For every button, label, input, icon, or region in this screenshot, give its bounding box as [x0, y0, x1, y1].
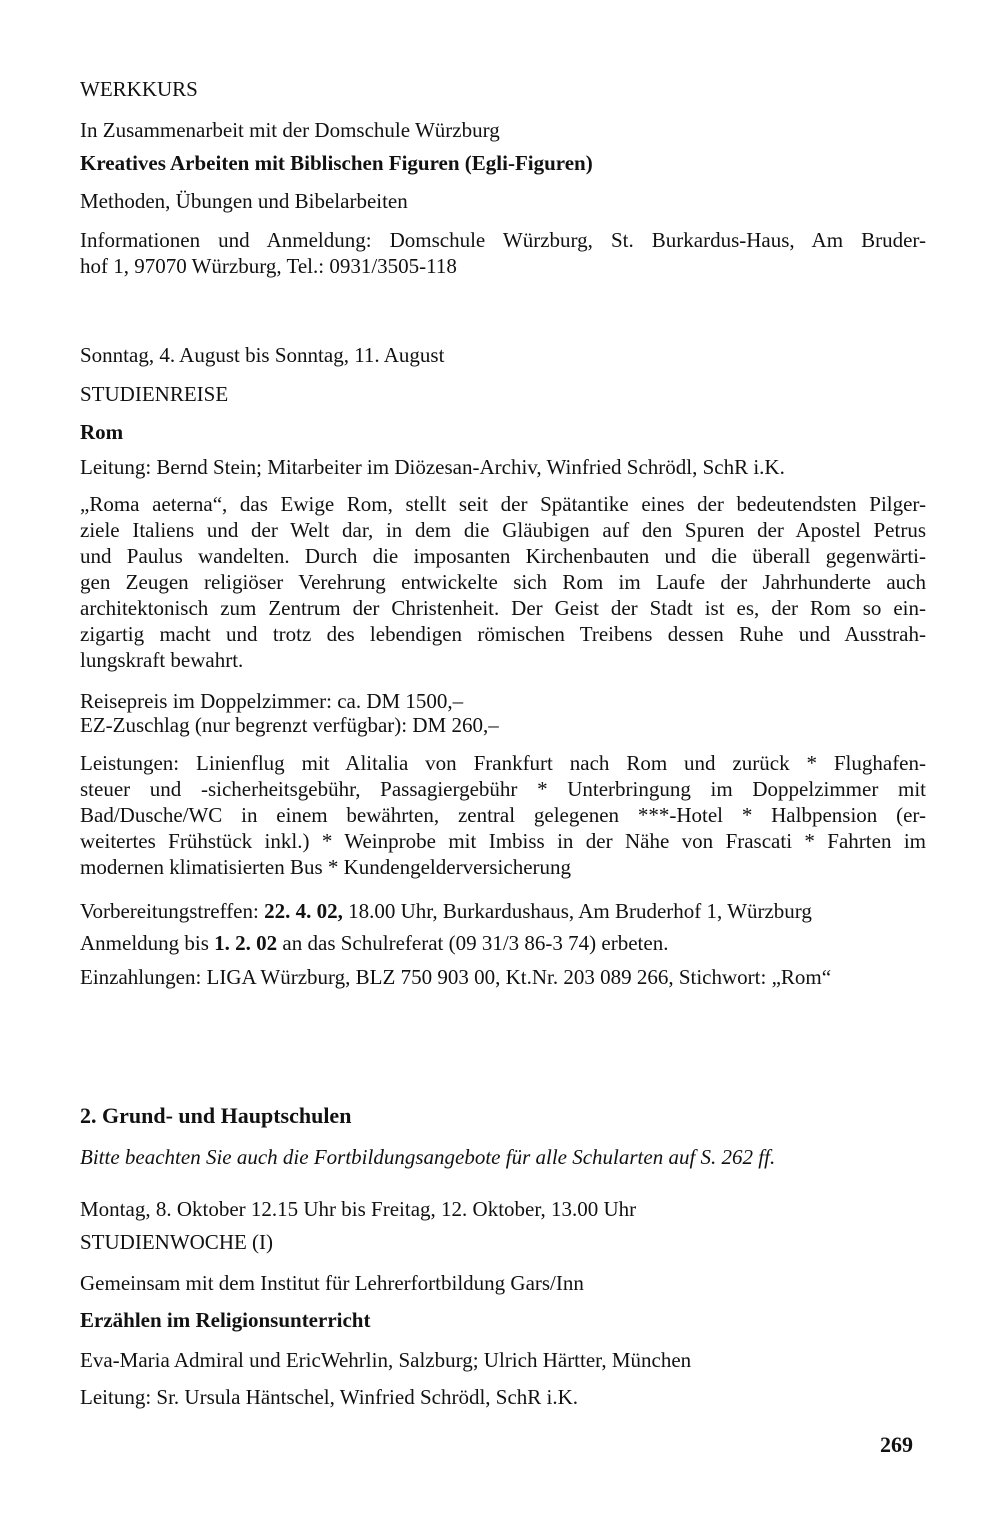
description-line: ziele Italiens und der Welt dar, in dem die Gläubigen auf den Spuren der Apostel Petrus: [80, 518, 926, 542]
studienreise-title: Rom: [80, 420, 124, 444]
description-line: zigartig macht und trotz des lebendigen römischen Treibens dessen Ruhe und Ausstrah-: [80, 622, 926, 646]
leistungen-line: steuer und -sicherheitsgebühr, Passagiergebühr * Unterbringung im Doppelzimmer mit: [80, 777, 926, 801]
werkkurs-cooperation: In Zusammenarbeit mit der Domschule Würzburg: [80, 118, 500, 142]
leistungen-line: modernen klimatisierten Bus * Kundengelderversicherung: [80, 855, 572, 879]
leistungen-line: weitertes Frühstück inkl.) * Weinprobe mit Imbiss in der Nähe von Frascati * Fahrten im: [80, 829, 926, 853]
studienwoche-date: Montag, 8. Oktober 12.15 Uhr bis Freitag, 12. Oktober, 13.00 Uhr: [80, 1197, 637, 1221]
anmeldung-suffix: an das Schulreferat (09 31/3 86-3 74) erbeten.: [277, 931, 669, 955]
section-note: Bitte beachten Sie auch die Fortbildungsangebote für alle Schularten auf S. 262 ff.: [80, 1145, 776, 1169]
leistungen-line: Bad/Dusche/WC in einem bewährten, zentral gelegenen ***-Hotel * Halbpension (er-: [80, 803, 926, 827]
studienwoche-speakers: Eva-Maria Admiral und EricWehrlin, Salzburg; Ulrich Härtter, München: [80, 1348, 692, 1372]
studienreise-leitung: Leitung: Bernd Stein; Mitarbeiter im Diözesan-Archiv, Winfried Schrödl, SchR i.K.: [80, 455, 785, 479]
vorbereitungstreffen: [80, 898, 812, 924]
vorbereitung-date: 22. 4. 02,: [264, 899, 343, 923]
studienreise-description: [80, 491, 926, 673]
werkkurs-info-line: Informationen und Anmeldung: Domschule Würzburg, St. Burkardus-Haus, Am Bruder-: [80, 228, 926, 252]
werkkurs-type: WERKKURS: [80, 77, 198, 101]
anmeldung-prefix: Anmeldung bis: [80, 931, 215, 955]
studienwoche-cooperation: Gemeinsam mit dem Institut für Lehrerfortbildung Gars/Inn: [80, 1271, 584, 1295]
description-line: lungskraft bewahrt.: [80, 648, 244, 672]
description-line: und Paulus wandelten. Durch die imposanten Kirchenbauten und die überall gegenwärti-: [80, 544, 926, 568]
anmeldung-date: 1. 2. 02: [214, 931, 278, 955]
anmeldung: [80, 930, 668, 956]
vorbereitung-prefix: Vorbereitungstreffen:: [80, 899, 265, 923]
werkkurs-info-line: hof 1, 97070 Würzburg, Tel.: 0931/3505-118: [80, 254, 457, 278]
werkkurs-subtitle: Methoden, Übungen und Bibelarbeiten: [80, 189, 408, 213]
einzahlungen: Einzahlungen: LIGA Würzburg, BLZ 750 903 00, Kt.Nr. 203 089 266, Stichwort: „Rom“: [80, 965, 832, 989]
vorbereitung-suffix: 18.00 Uhr, Burkardushaus, Am Bruderhof 1, Würzburg: [342, 899, 812, 923]
werkkurs-info: [80, 227, 926, 279]
werkkurs-title: Kreatives Arbeiten mit Biblischen Figuren (Egli-Figuren): [80, 151, 593, 175]
leistungen: [80, 750, 926, 880]
section-heading: 2. Grund- und Hauptschulen: [80, 1103, 352, 1128]
price-double-room: Reisepreis im Doppelzimmer: ca. DM 1500,–: [80, 689, 464, 713]
studienwoche-leitung: Leitung: Sr. Ursula Häntschel, Winfried Schrödl, SchR i.K.: [80, 1385, 579, 1409]
description-line: gen Zeugen religiöser Verehrung entwickelte sich Rom im Laufe der Jahrhunderte auch: [80, 570, 926, 594]
studienwoche-type: STUDIENWOCHE (I): [80, 1230, 274, 1254]
price-single-supplement: EZ-Zuschlag (nur begrenzt verfügbar): DM 260,–: [80, 713, 499, 737]
studienwoche-title: Erzählen im Religionsunterricht: [80, 1308, 371, 1332]
description-line: „Roma aeterna“, das Ewige Rom, stellt seit der Spätantike eines der bedeutendsten Pilger-: [80, 492, 926, 516]
studienreise-date: Sonntag, 4. August bis Sonntag, 11. August: [80, 343, 445, 367]
studienreise-type: STUDIENREISE: [80, 382, 229, 406]
description-line: architektonisch zum Zentrum der Christenheit. Der Geist der Stadt ist es, der Rom so ein-: [80, 596, 926, 620]
page-number: 269: [880, 1432, 913, 1457]
leistungen-line: Leistungen: Linienflug mit Alitalia von Frankfurt nach Rom und zurück * Flughafen-: [80, 751, 926, 775]
